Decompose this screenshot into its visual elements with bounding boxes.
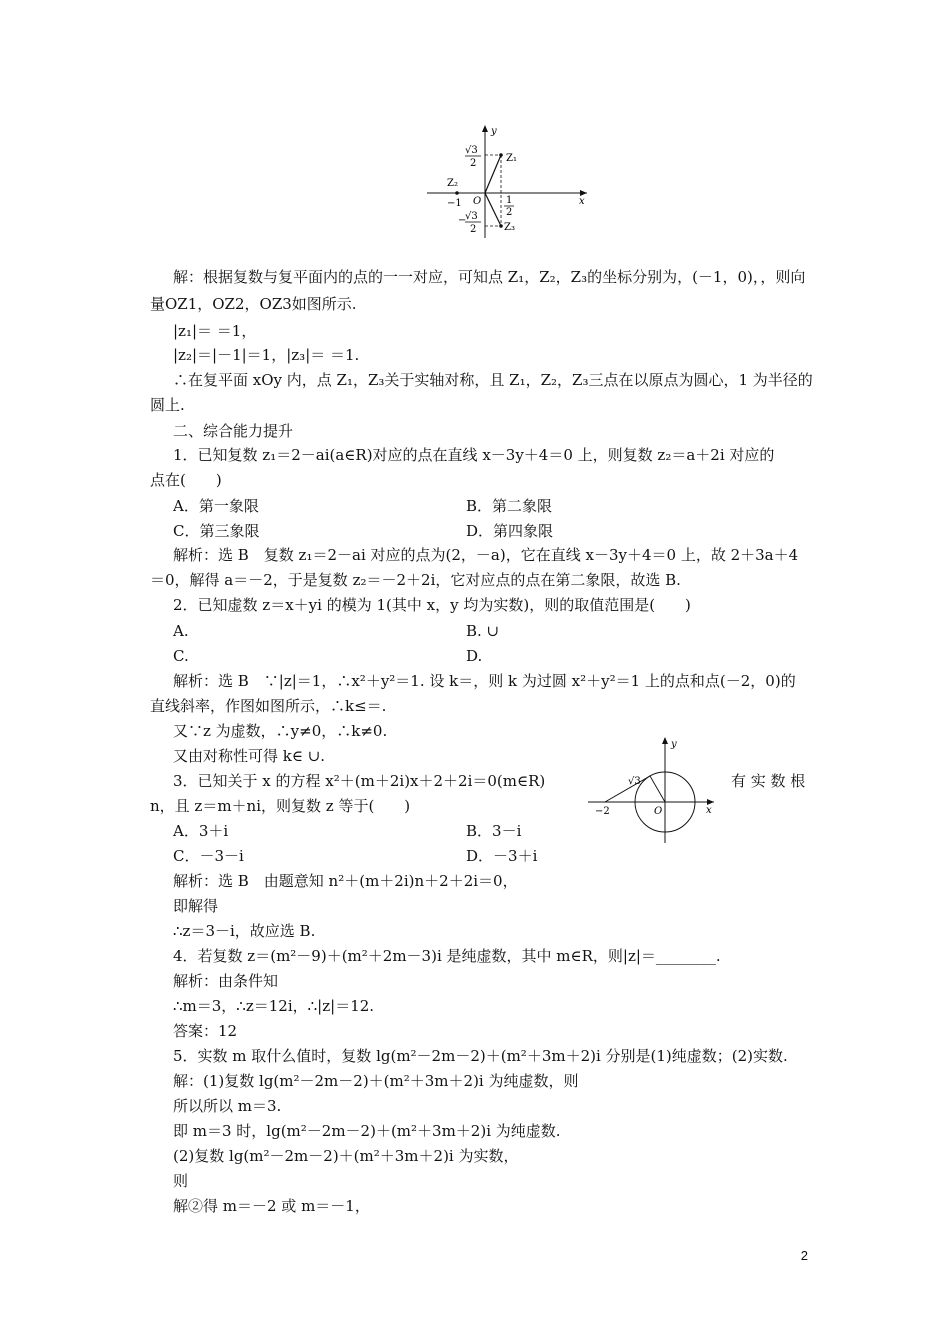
q2-option-a: A.: [173, 622, 189, 640]
half-denominator: 2: [506, 207, 513, 218]
q4-answer: 答案：12: [173, 1022, 238, 1040]
q4-analysis: 解析：由条件知: [173, 972, 279, 990]
q1-analysis: 解析：选 B 复数 z₁＝2－ai 对应的点为(2，－a)，它在直线 x－3y＋4＝0 上，故 2＋3a＋4: [173, 546, 799, 564]
question-3-stem: 3．已知关于 x 的方程 x²＋(m＋2i)x＋2＋2i＝0(m∈R): [173, 772, 546, 790]
q1-analysis-cont: ＝0，解得 a＝－2，于是复数 z₂＝－2＋2i，它对应点的点在第二象限，故选 B.: [150, 571, 681, 589]
neg-sqrt3-denominator: 2: [470, 224, 477, 235]
x-axis-label: x: [706, 805, 712, 816]
solution-intro-line: 解：根据复数与复平面内的点的一一对应，可知点 Z₁，Z₂，Z₃的坐标分别为，(－1，0)，，则向: [173, 268, 806, 286]
question-5-stem: 5．实数 m 取什么值时，复数 lg(m²－2m－2)＋(m²＋3m＋2)i 分别是(1)纯虚数；(2)实数.: [173, 1047, 788, 1065]
page-number: 2: [800, 1248, 808, 1263]
z2-label: Z₂: [447, 178, 458, 189]
sqrt3-numerator: √3: [465, 145, 478, 156]
complex-plane-figure: [425, 122, 595, 240]
q3-option-b: B．3－i: [466, 822, 522, 840]
y-axis-label: y: [671, 739, 677, 750]
sqrt3-label: √3: [628, 776, 641, 787]
modulus-z2-z3-line: |z₂|＝|－1|＝1，|z₃|＝ ＝1.: [173, 346, 360, 364]
vector-line: 量OZ1，OZ2，OZ3如图所示.: [150, 295, 357, 313]
q5-solution-1: 解：(1)复数 lg(m²－2m－2)＋(m²＋3m＋2)i 为纯虚数，则: [173, 1072, 579, 1090]
question-1-stem-cont: 点在( ): [150, 471, 222, 489]
minus-two-label: −2: [595, 806, 610, 817]
q5-solution-5: 则: [173, 1172, 189, 1190]
q2-option-b: B. ∪: [466, 622, 500, 640]
q1-option-b: B．第二象限: [466, 497, 553, 515]
q3-analysis-cont: 即解得: [173, 897, 219, 915]
question-4-stem: 4．若复数 z＝(m²－9)＋(m²＋2m－3)i 是纯虚数，其中 m∈R，则|z|＝________.: [173, 947, 721, 965]
z1-label: Z₁: [506, 153, 517, 164]
origin-label: O: [473, 196, 482, 207]
neg-sqrt3-sign: −: [458, 215, 467, 226]
q2-analysis: 解析：选 B ∵|z|＝1，∴x²＋y²＝1. 设 k＝，则 k 为过圆 x²＋y²＝1 上的点和点(－2，0)的: [173, 672, 796, 690]
neg-sqrt3-numerator: √3: [465, 211, 478, 222]
question-3-stem-cont: n，且 z＝m＋ni，则复数 z 等于( ): [150, 797, 411, 815]
q2-analysis-line-4: 又由对称性可得 k∈ ∪.: [173, 747, 326, 765]
question-3-stem-right: 有 实 数 根: [731, 772, 806, 790]
q3-option-d: D．－3＋i: [466, 847, 538, 865]
q2-analysis-line-3: 又∵z 为虚数，∴y≠0，∴k≠0.: [173, 722, 388, 740]
q5-solution-2: 所以所以 m＝3.: [173, 1097, 282, 1115]
half-numerator: 1: [506, 195, 513, 206]
q3-analysis-line-3: ∴z＝3－i，故应选 B.: [173, 922, 316, 940]
question-1-stem: 1．已知复数 z₁＝2－ai(a∈R)对应的点在直线 x－3y＋4＝0 上，则复数 z₂＝a＋2i 对应的: [173, 446, 775, 464]
origin-label: O: [654, 806, 663, 817]
y-axis-label: y: [491, 126, 497, 137]
q5-solution-3: 即 m＝3 时，lg(m²－2m－2)＋(m²＋3m＋2)i 为纯虚数.: [173, 1122, 561, 1140]
q2-analysis-cont: 直线斜率，作图如图所示，∴k≤＝.: [150, 697, 387, 715]
modulus-z1-line: |z₁|＝ ＝1，: [173, 322, 257, 340]
q2-option-c: C.: [173, 647, 189, 665]
q2-option-d: D.: [466, 647, 483, 665]
x-axis-label: x: [579, 196, 585, 207]
minus-one-label: −1: [447, 198, 462, 209]
conclusion-line: ∴在复平面 xOy 内，点 Z₁，Z₃关于实轴对称，且 Z₁，Z₂，Z₃三点在以原点为圆心，1 为半径的: [173, 371, 813, 389]
unit-circle-figure: [588, 735, 718, 845]
q1-option-a: A．第一象限: [173, 497, 259, 515]
q5-solution-6: 解②得 m＝－2 或 m＝－1，: [173, 1197, 370, 1215]
q1-option-d: D．第四象限: [466, 522, 554, 540]
q5-solution-4: (2)复数 lg(m²－2m－2)＋(m²＋3m＋2)i 为实数，: [173, 1147, 519, 1165]
conclusion-cont-line: 圆上.: [150, 396, 185, 414]
q4-analysis-cont: ∴m＝3，∴z＝12i，∴|z|＝12.: [173, 997, 375, 1015]
sqrt3-denominator: 2: [470, 158, 477, 169]
z3-label: Z₃: [504, 222, 515, 233]
question-2-stem: 2．已知虚数 z＝x＋yi 的模为 1(其中 x，y 均为实数)，则的取值范围是( ): [173, 596, 691, 614]
q3-analysis: 解析：选 B 由题意知 n²＋(m＋2i)n＋2＋2i＝0，: [173, 872, 518, 890]
q1-option-c: C．第三象限: [173, 522, 260, 540]
q3-option-c: C．－3－i: [173, 847, 244, 865]
section-heading: 二、综合能力提升: [173, 422, 294, 440]
q3-option-a: A．3＋i: [173, 822, 229, 840]
